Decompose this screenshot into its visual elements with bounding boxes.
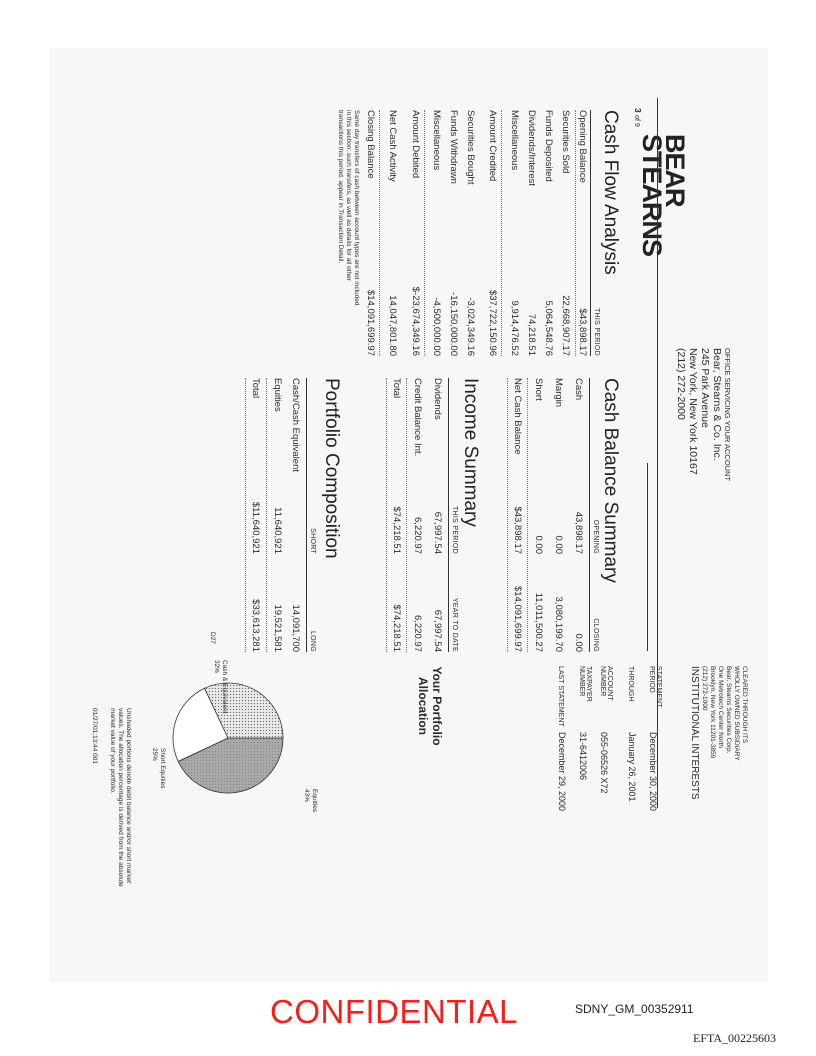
table-row: [486, 110, 498, 356]
this-period-col-header: THIS PERIOD: [451, 505, 458, 554]
clearing-block: [690, 666, 748, 800]
row-value: $14,091,699.97: [365, 289, 376, 356]
clearing-line: Brooklyn, New York 11201-3859: [709, 666, 716, 759]
table-row: [525, 110, 537, 356]
row-label: Miscellaneous: [509, 110, 520, 171]
table-row: [552, 378, 564, 652]
period-label: STATEMENT PERIOD: [648, 666, 662, 708]
long-col-header: LONG: [309, 630, 316, 652]
last-statement-label: LAST STATEMENT: [557, 666, 564, 727]
page-number: [631, 108, 643, 127]
opening-col-header: OPENING: [592, 519, 599, 554]
allocation-title-line: Allocation: [416, 676, 430, 735]
through-label: THROUGH: [627, 666, 634, 702]
scanned-page: [50, 48, 768, 982]
office-line: Bear, Stearns & Co. Inc.: [711, 348, 723, 461]
row-value: -4,500,000.00: [431, 297, 442, 356]
opening-value: 43,898.17: [573, 511, 584, 554]
bates-number: SDNY_GM_00352911: [575, 1002, 694, 1016]
account-value: 055-06526 X72: [599, 732, 609, 794]
mid-rule: [647, 463, 648, 651]
ytd-value: 67,997.54: [432, 609, 443, 652]
cash-balance-header-rule: [589, 378, 590, 652]
row-value: 9,914,476.52: [509, 300, 520, 356]
office-line: 245 Park Avenue: [699, 348, 711, 428]
closing-value: 11,011,500.27: [533, 592, 544, 652]
long-value: 14,091,700: [290, 604, 301, 652]
separator: [266, 378, 267, 652]
separator: [424, 110, 425, 356]
bear-stearns-logo: [637, 134, 690, 257]
row-label: Amount Credited: [487, 110, 498, 182]
row-label: Credit Balance Int.: [412, 378, 423, 457]
rotated-statement: [50, 48, 768, 982]
table-row: [271, 378, 283, 652]
allocation-timestamp: 01/27/01;13:44 001: [91, 708, 98, 765]
row-value: 74,218.51: [526, 313, 537, 356]
row-value: $43,898.17: [577, 308, 588, 356]
separator: [406, 378, 407, 652]
slice-pct: 32%: [213, 660, 220, 674]
row-label: Cash: [573, 378, 584, 401]
row-label: Equities: [272, 378, 283, 412]
table-row: [409, 110, 421, 356]
cash-flow-note: Same day transfers of cash between account types are not included in this section; such transfers, as well as details for all other transactions this period, appear in Transaction Detail.: [337, 110, 360, 306]
allocation-title-line: Your Portfolio: [430, 666, 444, 746]
cash-flow-header-rule: [590, 110, 591, 356]
row-label: Amount Debited: [410, 110, 421, 179]
row-value: -3,024,349.16: [465, 297, 476, 356]
row-label: Total: [250, 378, 261, 399]
table-row: [447, 110, 459, 356]
slice-label: Equities: [311, 789, 318, 813]
office-block: [675, 348, 732, 481]
row-label: Miscellaneous: [431, 110, 442, 171]
opening-value: $43,898.17: [512, 506, 523, 554]
account-name: INSTITUTIONAL INTERESTS: [689, 666, 700, 800]
office-line: (212) 272-2000: [675, 348, 687, 420]
confidential-stamp: CONFIDENTIAL: [270, 993, 519, 1030]
slice-pct: 25%: [151, 748, 158, 762]
allocation-pie-chart: [128, 648, 328, 828]
row-label: Net Cash Activity: [387, 110, 398, 182]
table-row: [532, 378, 544, 652]
separator: [245, 378, 246, 652]
account-label: ACCOUNT NUMBER: [599, 666, 613, 701]
long-value: $33,613,281: [250, 599, 261, 652]
separator: [501, 110, 502, 356]
short-value: $11,640,921: [250, 501, 261, 554]
closing-value: 0.00: [573, 633, 584, 652]
slice-pct: 43%: [303, 789, 310, 803]
efta-number: EFTA_00225603: [693, 1031, 777, 1045]
row-value: 22,668,907.17: [560, 295, 571, 356]
table-row: [390, 378, 402, 652]
page-of: of 9: [633, 115, 640, 127]
logo-line-1: BEAR: [660, 134, 690, 207]
opening-value: 0.00: [553, 535, 564, 554]
equities-label: [302, 789, 318, 812]
clearing-line: WHOLLY OWNED SUBSIDIARY: [733, 666, 740, 761]
clearing-line: (212) 272-1000: [701, 666, 708, 711]
row-label: Dividends: [432, 378, 443, 420]
separator: [527, 378, 528, 652]
table-row: [508, 110, 520, 356]
cash-flow-col-header: THIS PERIOD: [593, 307, 600, 356]
table-row: [364, 110, 376, 356]
closing-value: 3,080,199.70: [553, 596, 564, 652]
cash-flow-title: Cash Flow Analysis: [600, 110, 621, 275]
last-statement-value: December 29, 2000: [557, 732, 567, 812]
row-label: Funds Deposited: [543, 110, 554, 182]
table-row: [542, 110, 554, 356]
statement-info: [554, 666, 663, 811]
period-value: $74,218.51: [391, 506, 402, 554]
income-title: Income Summary: [460, 378, 481, 527]
clearing-line: One Metrotech Center North: [717, 666, 724, 749]
logo-line-2: STEARNS: [637, 134, 667, 257]
table-row: [464, 110, 476, 356]
portfolio-header-rule: [306, 378, 307, 652]
ytd-col-header: YEAR TO DATE: [451, 597, 458, 652]
taxpayer-value: 31-6412006: [578, 732, 588, 781]
page-num: 3: [633, 108, 643, 113]
row-label: Securities Sold: [560, 110, 571, 174]
row-label: Net Cash Balance: [512, 378, 523, 455]
taxpayer-label: TAXPAYER NUMBER: [578, 666, 592, 702]
short-value: 11,640,921: [272, 507, 283, 554]
period-value: 67,997.54: [432, 511, 443, 554]
row-label: Funds Withdrawn: [448, 110, 459, 184]
table-row: [411, 378, 423, 652]
office-line: New York, New York 10167: [687, 348, 699, 475]
slice-label: Short Equities: [159, 748, 166, 789]
separator: [379, 110, 380, 356]
through-value: January 26, 2001: [627, 732, 637, 802]
clearing-line: Bear, Stearns Securities Corp.: [725, 666, 732, 754]
page-code: D27: [209, 632, 216, 644]
table-row: [249, 378, 261, 652]
table-row: [572, 378, 584, 652]
period-value: December 30, 2000: [648, 732, 658, 812]
row-value: $37,722,150.96: [487, 289, 498, 356]
row-label: Cash/Cash Equivalent: [290, 378, 301, 472]
closing-col-header: CLOSING: [592, 618, 599, 652]
row-value: 5,064,548.76: [543, 300, 554, 356]
short-col-header: SHORT: [309, 528, 316, 554]
cash-balance-title: Cash Balance Summary: [600, 378, 621, 583]
cash-equivalent-label: [212, 660, 228, 713]
allocation-title: [416, 666, 444, 746]
table-row: [430, 110, 442, 356]
row-value: -16,150,000.00: [448, 292, 459, 356]
ytd-value: $74,218.51: [391, 604, 402, 652]
portfolio-title: Portfolio Composition: [321, 378, 342, 559]
table-row: [289, 378, 301, 652]
ytd-value: 6,220.97: [412, 615, 423, 652]
row-label: Total: [391, 378, 402, 399]
table-row: [559, 110, 571, 356]
row-label: Closing Balance: [365, 110, 376, 179]
separator: [386, 378, 387, 652]
short-equities-label: [150, 748, 166, 788]
long-value: 19,521,581: [272, 604, 283, 652]
income-header-rule: [448, 378, 449, 652]
slice-label: Cash & Equivalent: [221, 660, 228, 714]
period-value: 6,220.97: [412, 517, 423, 554]
table-row: [575, 110, 588, 356]
closing-value: $14,091,699.97: [512, 585, 523, 652]
row-label: Margin: [553, 378, 564, 408]
opening-value: 0.00: [533, 535, 544, 554]
table-row: [431, 378, 443, 652]
row-label: Securities Bought: [465, 110, 476, 185]
allocation-note: Unshaded portions denote debit balance and/or short market values. The allocation percentage is derived from the absolute market value of your portfolio.: [109, 708, 132, 887]
row-value: 14,047,801.80: [387, 295, 398, 356]
row-label: Short: [533, 378, 544, 401]
clearing-line: CLEARED THROUGH ITS: [741, 666, 748, 744]
row-label: Opening Balance: [577, 110, 588, 183]
table-row: [386, 110, 398, 356]
separator: [507, 378, 508, 652]
office-title: OFFICE SERVICING YOUR ACCOUNT: [723, 348, 732, 482]
table-row: [511, 378, 523, 652]
row-value: $-23,674,349.16: [410, 286, 421, 356]
row-label: Dividends/Interest: [526, 110, 537, 187]
